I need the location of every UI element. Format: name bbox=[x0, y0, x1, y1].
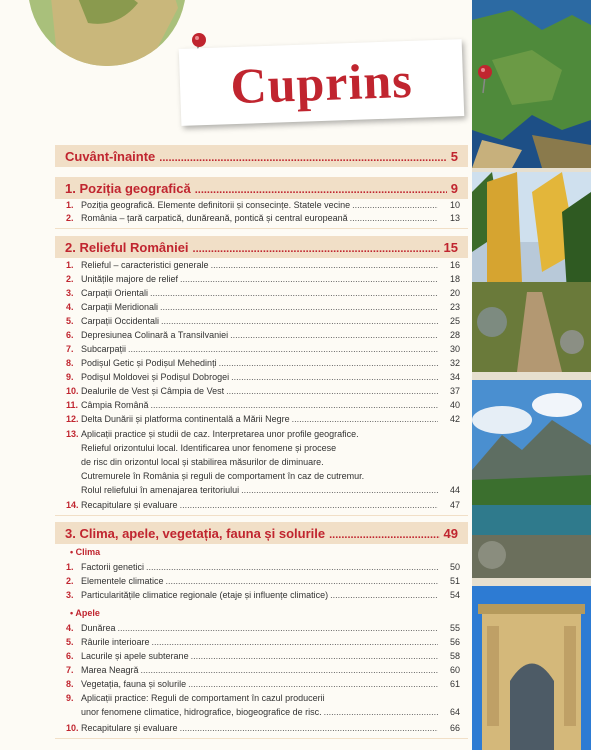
leader-dots bbox=[141, 664, 438, 676]
leader-dots bbox=[352, 199, 438, 211]
leader-dots bbox=[180, 273, 438, 285]
item-number: 2. bbox=[66, 576, 74, 586]
item-number: 7. bbox=[66, 344, 74, 354]
section-page: 15 bbox=[443, 239, 458, 255]
item-page: 37 bbox=[449, 386, 460, 396]
section-page: 49 bbox=[443, 525, 458, 541]
item-title: Delta Dunării și platforma continentală a Mării Negre bbox=[81, 414, 290, 424]
item-title: Unitățile majore de relief bbox=[81, 274, 179, 284]
item-number: 4. bbox=[66, 623, 74, 633]
item-number: 2. bbox=[66, 213, 74, 223]
item-number: 14. bbox=[66, 500, 79, 510]
item-number: 11. bbox=[66, 400, 79, 410]
toc-item-multiline[interactable] bbox=[66, 428, 460, 440]
item-title: Câmpia Română bbox=[81, 400, 149, 410]
leader-dots bbox=[330, 589, 438, 601]
item-title: Relieful – caracteristici generale bbox=[81, 260, 209, 270]
item-page: 32 bbox=[449, 358, 460, 368]
toc-item[interactable] bbox=[66, 622, 460, 634]
item-number: 1. bbox=[66, 200, 74, 210]
item-page: 58 bbox=[449, 651, 460, 661]
toc-section-3[interactable] bbox=[55, 522, 468, 544]
leader-dots bbox=[350, 212, 438, 224]
toc-item[interactable] bbox=[66, 199, 460, 211]
toc-item[interactable] bbox=[66, 329, 460, 341]
toc-section-1[interactable] bbox=[55, 177, 468, 199]
section-divider bbox=[55, 738, 468, 739]
toc-item[interactable] bbox=[66, 664, 460, 676]
item-number: 6. bbox=[66, 651, 74, 661]
item-page: 56 bbox=[449, 637, 460, 647]
section-divider bbox=[55, 515, 468, 516]
item-page: 51 bbox=[449, 576, 460, 586]
leader-dots bbox=[230, 329, 438, 341]
item-number: 1. bbox=[66, 562, 74, 572]
toc-item[interactable] bbox=[66, 636, 460, 648]
item-page: 34 bbox=[449, 372, 460, 382]
page-title: Cuprins bbox=[229, 51, 414, 114]
leader-dots bbox=[128, 343, 438, 355]
item-title: Dealurile de Vest și Câmpia de Vest bbox=[81, 386, 225, 396]
item-title: Rolul reliefului în amenajarea teritoriului bbox=[81, 485, 240, 495]
toc-item[interactable] bbox=[66, 561, 460, 573]
leader-dots bbox=[159, 149, 446, 164]
item-page: 55 bbox=[449, 623, 460, 633]
item-title: România – țară carpatică, dunăreană, pontică și central europeană bbox=[81, 213, 348, 223]
item-number: 12. bbox=[66, 414, 79, 424]
toc-item[interactable] bbox=[66, 499, 460, 511]
item-title: Podișul Getic și Podișul Mehedinți bbox=[81, 358, 217, 368]
item-title: Aplicații practice: Reguli de comportament în cazul producerii bbox=[81, 693, 325, 703]
toc-item[interactable] bbox=[66, 399, 460, 411]
toc-item[interactable] bbox=[66, 273, 460, 285]
item-title: Marea Neagră bbox=[81, 665, 139, 675]
item-title: Factorii genetici bbox=[81, 562, 145, 572]
toc-item[interactable] bbox=[66, 212, 460, 224]
item-title: Recapitulare și evaluare bbox=[81, 723, 178, 733]
item-title: Râurile interioare bbox=[81, 637, 150, 647]
item-page: 66 bbox=[449, 723, 460, 733]
item-page: 40 bbox=[449, 400, 460, 410]
section-title: 3. Clima, apele, vegetația, fauna și solurile bbox=[65, 525, 326, 541]
item-page: 23 bbox=[449, 302, 460, 312]
item-number: 3. bbox=[66, 288, 74, 298]
leader-dots bbox=[180, 499, 438, 511]
leader-dots bbox=[150, 287, 438, 299]
item-page: 60 bbox=[449, 665, 460, 675]
item-page: 50 bbox=[449, 562, 460, 572]
item-title: Particularitățile climatice regionale (etaje și influențe climatice) bbox=[81, 590, 329, 600]
item-title: Vegetația, fauna și solurile bbox=[81, 679, 187, 689]
leader-dots bbox=[219, 357, 438, 369]
leader-dots bbox=[151, 399, 438, 411]
item-title: unor fenomene climatice, hidrografice, biogeografice de risc. bbox=[81, 707, 322, 717]
item-title: Depresiunea Colinară a Transilvaniei bbox=[81, 330, 229, 340]
leader-dots bbox=[118, 622, 438, 634]
item-page: 16 bbox=[449, 260, 460, 270]
romania-map-globe bbox=[28, 0, 186, 66]
item-page: 10 bbox=[449, 200, 460, 210]
item-title: Carpații Meridionali bbox=[81, 302, 159, 312]
item-page: 54 bbox=[449, 590, 460, 600]
toc-item[interactable] bbox=[66, 357, 460, 369]
item-number: 4. bbox=[66, 302, 74, 312]
toc-item[interactable] bbox=[66, 678, 460, 690]
leader-dots bbox=[241, 484, 438, 496]
item-page: 18 bbox=[449, 274, 460, 284]
leader-dots bbox=[191, 650, 438, 662]
leader-dots bbox=[292, 413, 438, 425]
item-number: 5. bbox=[66, 316, 74, 326]
leader-dots bbox=[161, 315, 438, 327]
leader-dots bbox=[231, 371, 438, 383]
photo-column bbox=[472, 0, 591, 750]
leader-dots bbox=[193, 240, 440, 255]
leader-dots bbox=[226, 385, 438, 397]
item-page: 20 bbox=[449, 288, 460, 298]
item-number: 7. bbox=[66, 665, 74, 675]
leader-dots bbox=[146, 561, 438, 573]
toc-item-last-line[interactable] bbox=[81, 484, 460, 496]
item-title: Dunărea bbox=[81, 623, 116, 633]
item-number: 8. bbox=[66, 358, 74, 368]
item-page: 44 bbox=[449, 485, 460, 495]
item-title: Lacurile și apele subterane bbox=[81, 651, 189, 661]
toc-item[interactable] bbox=[66, 301, 460, 313]
item-title: Carpații Occidentali bbox=[81, 316, 160, 326]
subheading-clima: • Clima bbox=[70, 547, 101, 557]
leader-dots bbox=[195, 181, 447, 196]
toc-item[interactable] bbox=[66, 589, 460, 601]
item-number: 10. bbox=[66, 386, 79, 396]
item-page: 47 bbox=[449, 500, 460, 510]
item-number: 2. bbox=[66, 274, 74, 284]
section-page: 9 bbox=[450, 180, 458, 196]
item-title: Subcarpații bbox=[81, 344, 127, 354]
toc-section-2[interactable] bbox=[55, 236, 468, 258]
toc-item-last-line[interactable] bbox=[81, 706, 460, 718]
item-title-continued: de risc din orizontul local și stabilirea măsurilor de diminuare. bbox=[81, 457, 324, 467]
item-page: 13 bbox=[449, 213, 460, 223]
leader-dots bbox=[166, 575, 438, 587]
toc-item[interactable] bbox=[66, 722, 460, 734]
toc-item[interactable] bbox=[66, 371, 460, 383]
item-number: 13. bbox=[66, 429, 79, 439]
toc-item[interactable] bbox=[66, 413, 460, 425]
item-number: 6. bbox=[66, 330, 74, 340]
forest-path-photo bbox=[472, 172, 591, 372]
item-page: 64 bbox=[449, 707, 460, 717]
leader-dots bbox=[329, 526, 439, 541]
leader-dots bbox=[188, 678, 438, 690]
section-title: 2. Relieful României bbox=[65, 239, 189, 255]
item-number: 5. bbox=[66, 637, 74, 647]
subheading-apele: • Apele bbox=[70, 608, 100, 618]
section-title: 1. Poziția geografică bbox=[65, 180, 191, 196]
section-divider bbox=[55, 228, 468, 229]
item-title-continued: Cutremurele în România și reguli de comportament în caz de cutremur. bbox=[81, 471, 365, 481]
item-page: 42 bbox=[449, 414, 460, 424]
toc-entry-label: Cuvânt-înainte bbox=[65, 148, 156, 164]
toc-item[interactable] bbox=[66, 259, 460, 271]
item-title: Aplicații practice și studii de caz. Interpretarea unor profile geografice. bbox=[81, 429, 359, 439]
item-page: 61 bbox=[449, 679, 460, 689]
leader-dots bbox=[324, 706, 438, 718]
leader-dots bbox=[180, 722, 438, 734]
toc-item[interactable] bbox=[66, 650, 460, 662]
toc-entry-intro[interactable] bbox=[55, 145, 468, 167]
item-title: Carpații Orientali bbox=[81, 288, 149, 298]
item-number: 9. bbox=[66, 693, 74, 703]
item-number: 3. bbox=[66, 590, 74, 600]
item-title: Podișul Moldovei și Podișul Dobrogei bbox=[81, 372, 230, 382]
toc-item-multiline[interactable] bbox=[66, 692, 460, 704]
mountain-lake-photo bbox=[472, 380, 591, 578]
item-number: 1. bbox=[66, 260, 74, 270]
toc-item[interactable] bbox=[66, 575, 460, 587]
item-number: 9. bbox=[66, 372, 74, 382]
item-number: 10. bbox=[66, 723, 79, 733]
item-title: Poziția geografică. Elemente definitorii și consecințe. Statele vecine bbox=[81, 200, 351, 210]
toc-item[interactable] bbox=[66, 287, 460, 299]
title-card bbox=[179, 39, 465, 126]
item-page: 25 bbox=[449, 316, 460, 326]
toc-item[interactable] bbox=[66, 385, 460, 397]
item-page: 28 bbox=[449, 330, 460, 340]
item-title: Elementele climatice bbox=[81, 576, 164, 586]
push-pin-icon bbox=[476, 64, 494, 99]
leader-dots bbox=[160, 301, 438, 313]
toc-entry-page: 5 bbox=[450, 148, 458, 164]
item-title: Recapitulare și evaluare bbox=[81, 500, 178, 510]
toc-item[interactable] bbox=[66, 343, 460, 355]
item-title-continued: Relieful orizontului local. Identificarea unor fenomene și procese bbox=[81, 443, 337, 453]
triumphal-arch-photo bbox=[472, 586, 591, 750]
toc-item[interactable] bbox=[66, 315, 460, 327]
item-page: 30 bbox=[449, 344, 460, 354]
leader-dots bbox=[152, 636, 438, 648]
item-number: 8. bbox=[66, 679, 74, 689]
leader-dots bbox=[211, 259, 438, 271]
